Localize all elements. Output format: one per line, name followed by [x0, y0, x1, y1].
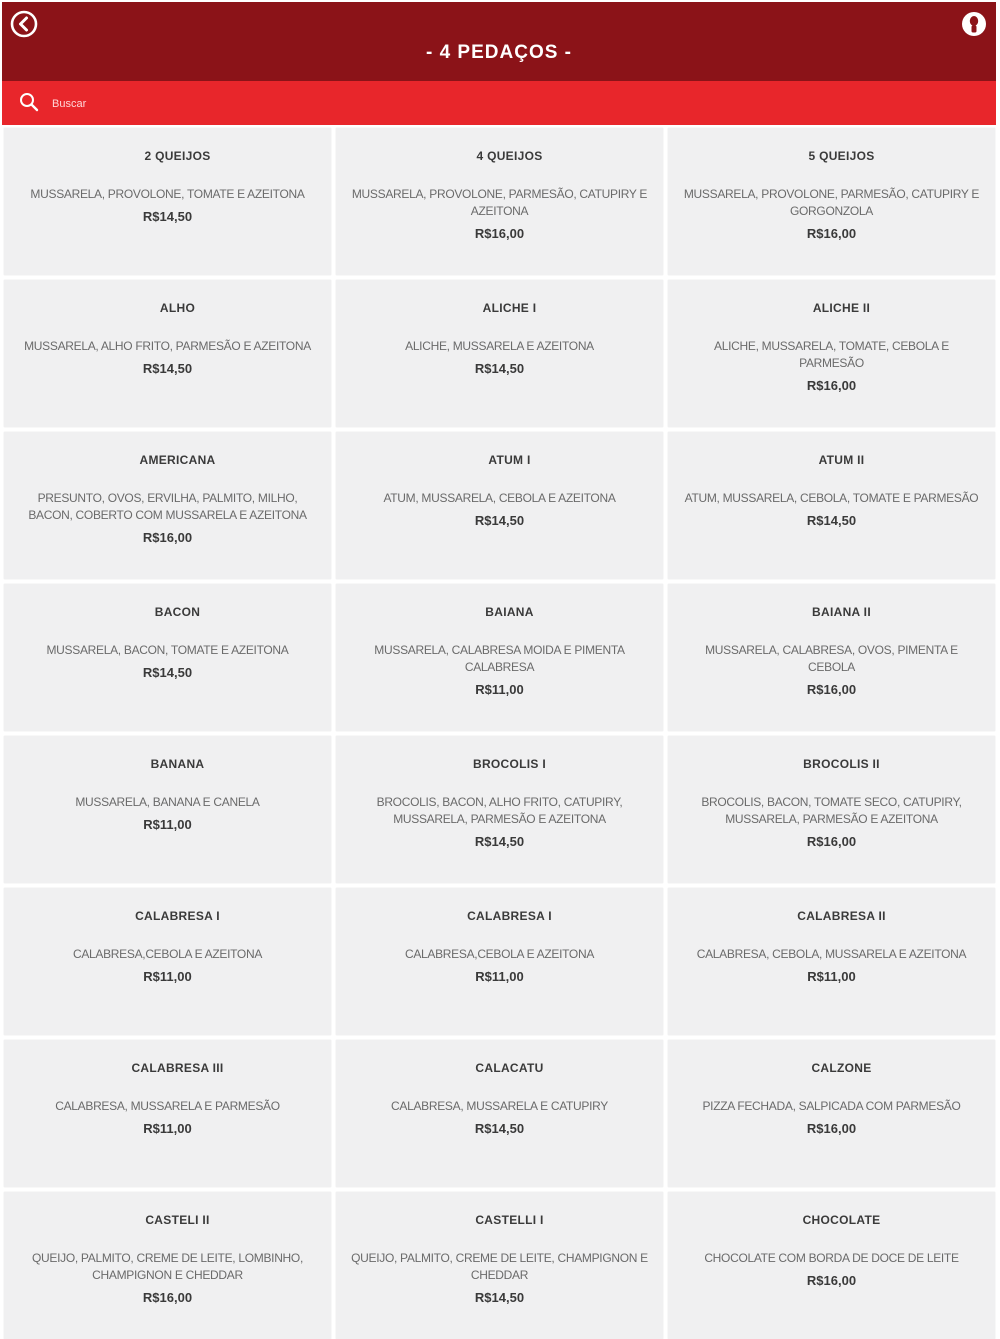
product-card[interactable] [668, 888, 995, 1035]
product-description: QUEIJO, PALMITO, CREME DE LEITE, LOMBINHO, CHAMPIGNON E CHEDDAR [31, 1251, 303, 1282]
product-description: CALABRESA, CEBOLA, MUSSARELA E AZEITONA [696, 947, 967, 961]
product-name: BANANA [150, 757, 205, 771]
product-name: ALICHE II [812, 301, 871, 315]
product-price: R$16,00 [806, 1121, 857, 1136]
product-name: BAIANA [485, 605, 534, 619]
product-name: CALABRESA III [131, 1061, 224, 1075]
product-description: ALICHE, MUSSARELA E AZEITONA [405, 339, 594, 353]
product-card[interactable] [336, 128, 663, 275]
product-price: R$14,50 [474, 361, 525, 376]
product-description: CALABRESA,CEBOLA E AZEITONA [404, 947, 595, 961]
product-price: R$11,00 [143, 817, 192, 832]
product-price: R$14,50 [142, 361, 193, 376]
search-icon [18, 91, 40, 113]
app [2, 0, 998, 1334]
product-description: MUSSARELA, PROVOLONE, TOMATE E AZEITONA [30, 187, 305, 201]
product-name: ALICHE I [482, 301, 537, 315]
product-card[interactable] [668, 584, 995, 731]
search-input[interactable] [50, 91, 954, 117]
product-name: CALACATU [475, 1061, 544, 1075]
product-card[interactable] [336, 1040, 663, 1187]
product-price: R$11,00 [807, 969, 856, 984]
product-grid [4, 128, 996, 1339]
product-card[interactable] [336, 584, 663, 731]
user-icon [960, 10, 988, 38]
product-description: CHOCOLATE COM BORDA DE DOCE DE LEITE [704, 1251, 959, 1265]
product-description: MUSSARELA, CALABRESA MOIDA E PIMENTA CALABRESA [374, 643, 625, 674]
product-description: PRESUNTO, OVOS, ERVILHA, PALMITO, MILHO, BACON, COBERTO COM MUSSARELA E AZEITONA [28, 491, 307, 522]
product-name: CHOCOLATE [802, 1213, 881, 1227]
product-price: R$14,50 [474, 834, 525, 849]
product-description: MUSSARELA, PROVOLONE, PARMESÃO, CATUPIRY E AZEITONA [351, 187, 648, 218]
product-description: BROCOLIS, BACON, TOMATE SECO, CATUPIRY, MUSSARELA, PARMESÃO E AZEITONA [701, 795, 962, 826]
header [2, 2, 996, 81]
product-card[interactable] [4, 736, 331, 883]
product-card[interactable] [336, 736, 663, 883]
product-card[interactable] [4, 128, 331, 275]
product-name: CALABRESA I [467, 909, 552, 923]
product-name: AMERICANA [139, 453, 216, 467]
product-price: R$16,00 [474, 226, 525, 241]
product-price: R$11,00 [475, 682, 524, 697]
product-price: R$14,50 [474, 513, 525, 528]
product-card[interactable] [668, 280, 995, 427]
product-card[interactable] [4, 1192, 331, 1339]
product-description: MUSSARELA, ALHO FRITO, PARMESÃO E AZEITONA [24, 339, 311, 353]
product-price: R$16,00 [806, 1273, 857, 1288]
product-description: ATUM, MUSSARELA, CEBOLA E AZEITONA [383, 491, 616, 505]
product-name: 2 QUEIJOS [144, 149, 211, 163]
product-description: ALICHE, MUSSARELA, TOMATE, CEBOLA E PARMESÃO [714, 339, 949, 370]
product-price: R$11,00 [143, 1121, 192, 1136]
product-price: R$16,00 [806, 834, 857, 849]
product-name: ALHO [159, 301, 196, 315]
product-description: ATUM, MUSSARELA, CEBOLA, TOMATE E PARMESÃO [684, 491, 979, 505]
product-price: R$14,50 [142, 665, 193, 680]
product-price: R$16,00 [142, 1290, 193, 1305]
product-description: MUSSARELA, CALABRESA, OVOS, PIMENTA E CEBOLA [705, 643, 958, 674]
product-description: CALABRESA, MUSSARELA E PARMESÃO [55, 1099, 280, 1113]
product-name: BROCOLIS II [803, 757, 880, 771]
product-name: ATUM I [488, 453, 531, 467]
product-name: BAIANA II [812, 605, 871, 619]
product-card[interactable] [668, 432, 995, 579]
product-card[interactable] [668, 1192, 995, 1339]
product-card[interactable] [336, 888, 663, 1035]
product-description: PIZZA FECHADA, SALPICADA COM PARMESÃO [702, 1099, 961, 1113]
product-price: R$14,50 [474, 1121, 525, 1136]
back-button[interactable] [10, 10, 38, 38]
back-circle-icon [10, 10, 38, 38]
product-card[interactable] [4, 888, 331, 1035]
product-card[interactable] [336, 432, 663, 579]
product-name: ATUM II [818, 453, 865, 467]
product-description: MUSSARELA, BACON, TOMATE E AZEITONA [46, 643, 289, 657]
product-description: BROCOLIS, BACON, ALHO FRITO, CATUPIRY, MUSSARELA, PARMESÃO E AZEITONA [376, 795, 623, 826]
product-price: R$14,50 [474, 1290, 525, 1305]
product-card[interactable] [4, 584, 331, 731]
product-card[interactable] [4, 280, 331, 427]
user-button[interactable] [960, 10, 988, 38]
product-description: CALABRESA,CEBOLA E AZEITONA [72, 947, 263, 961]
search-bar [2, 81, 996, 125]
product-name: CALABRESA II [797, 909, 886, 923]
product-price: R$14,50 [142, 209, 193, 224]
product-card[interactable] [4, 1040, 331, 1187]
product-description: CALABRESA, MUSSARELA E CATUPIRY [391, 1099, 608, 1113]
product-price: R$14,50 [806, 513, 857, 528]
product-price: R$11,00 [143, 969, 192, 984]
product-name: BACON [154, 605, 201, 619]
product-card[interactable] [668, 736, 995, 883]
product-card[interactable] [336, 1192, 663, 1339]
product-card[interactable] [336, 280, 663, 427]
product-description: MUSSARELA, BANANA E CANELA [75, 795, 260, 809]
product-price: R$11,00 [475, 969, 524, 984]
product-name: CASTELLI I [475, 1213, 544, 1227]
product-description: MUSSARELA, PROVOLONE, PARMESÃO, CATUPIRY E GORGONZOLA [683, 187, 980, 218]
product-price: R$16,00 [142, 530, 193, 545]
product-price: R$16,00 [806, 682, 857, 697]
product-price: R$16,00 [806, 378, 857, 393]
product-description: QUEIJO, PALMITO, CREME DE LEITE, CHAMPIGNON E CHEDDAR [351, 1251, 648, 1282]
product-name: CASTELI II [145, 1213, 210, 1227]
product-name: CALABRESA I [135, 909, 220, 923]
page-title: - 4 PEDAÇOS - [425, 42, 573, 63]
product-name: 4 QUEIJOS [476, 149, 543, 163]
product-price: R$16,00 [806, 226, 857, 241]
product-name: CALZONE [811, 1061, 872, 1075]
product-name: 5 QUEIJOS [808, 149, 875, 163]
product-card[interactable] [4, 432, 331, 579]
product-name: BROCOLIS I [472, 757, 546, 771]
product-card[interactable] [668, 128, 995, 275]
product-card[interactable] [668, 1040, 995, 1187]
